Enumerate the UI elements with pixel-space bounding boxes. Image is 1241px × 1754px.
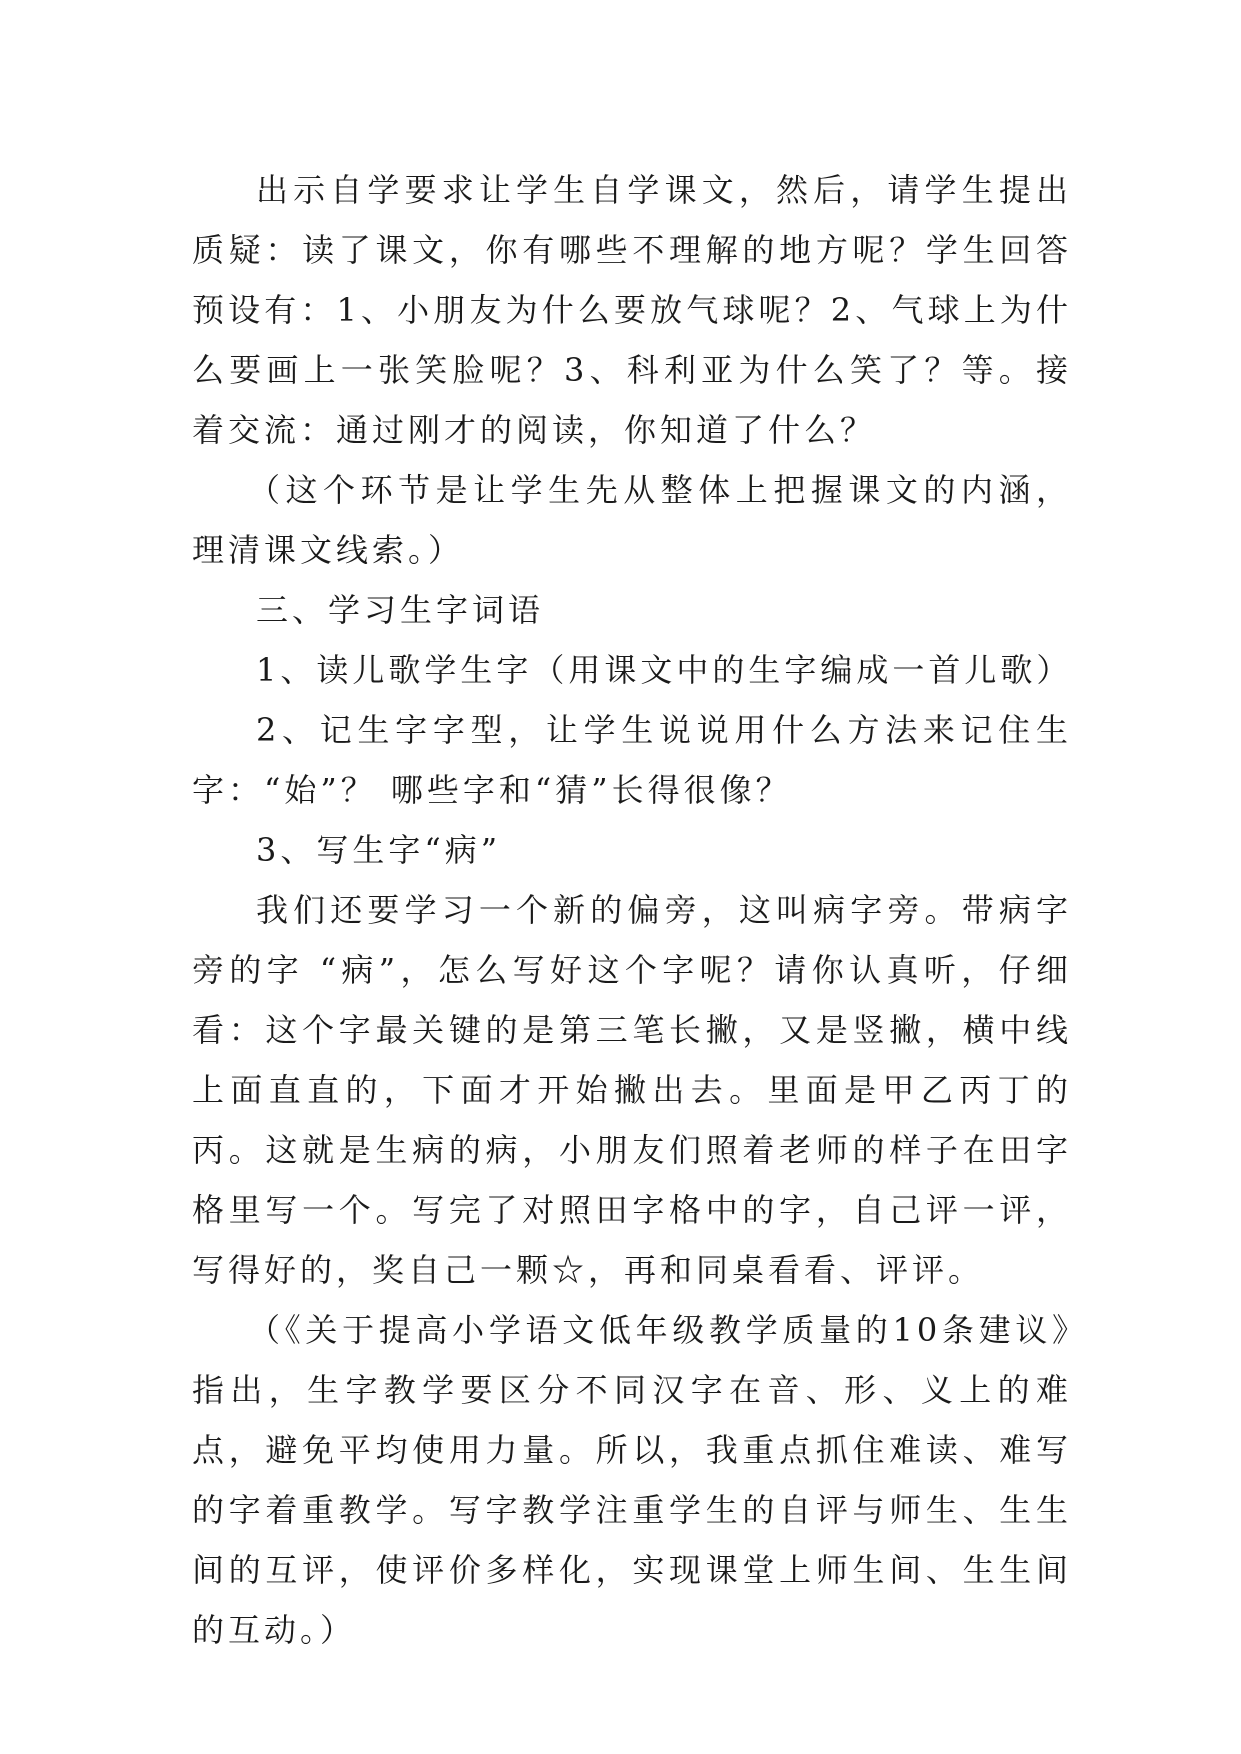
body-text [192, 160, 1072, 1660]
paragraph-step-3: 3、写生字“病” [256, 831, 502, 869]
section-heading-vocabulary: 三、学习生字词语 [256, 591, 545, 629]
paragraph-step-1: 1、读儿歌学生字（用课文中的生字编成一首儿歌） [256, 651, 1073, 689]
paragraph-note-suggestions: （《关于提高小学语文低年级教学质量的10条建议》指出，生字教学要区分不同汉字在音、形、义上的难点，避免平均使用力量。所以，我重点抓住难读、难写的字着重教学。写字教学注重学生的自评与师生、生生间的互评，使评价多样化，实现课堂上师生间、生生间的互动。） [192, 1311, 1072, 1649]
paragraph-step-2: 2、记生字字型，让学生说说用什么方法来记住生字：“始”？ 哪些字和“猜”长得很像？ [192, 711, 1072, 809]
paragraph-self-study: 出示自学要求让学生自学课文，然后，请学生提出质疑：读了课文，你有哪些不理解的地方呢？学生回答预设有：1、小朋友为什么要放气球呢？2、气球上为什么要画上一张笑脸呢？3、科利亚为什么笑了？等。接着交流：通过刚才的阅读，你知道了什么？ [192, 171, 1072, 449]
paragraph-radical-lesson: 我们还要学习一个新的偏旁，这叫病字旁。带病字旁的字 “病”，怎么写好这个字呢？请你认真听，仔细看：这个字最关键的是第三笔长撇，又是竖撇，横中线上面直直的，下面才开始撇出去。里面是甲乙丙丁的丙。这就是生病的病，小朋友们照着老师的样子在田字格里写一个。写完了对照田字格中的字，自己评一评，写得好的，奖自己一颗☆，再和同桌看看、评评。 [192, 891, 1072, 1289]
paragraph-note-overview: （这个环节是让学生先从整体上把握课文的内涵，理清课文线索。） [192, 471, 1072, 569]
